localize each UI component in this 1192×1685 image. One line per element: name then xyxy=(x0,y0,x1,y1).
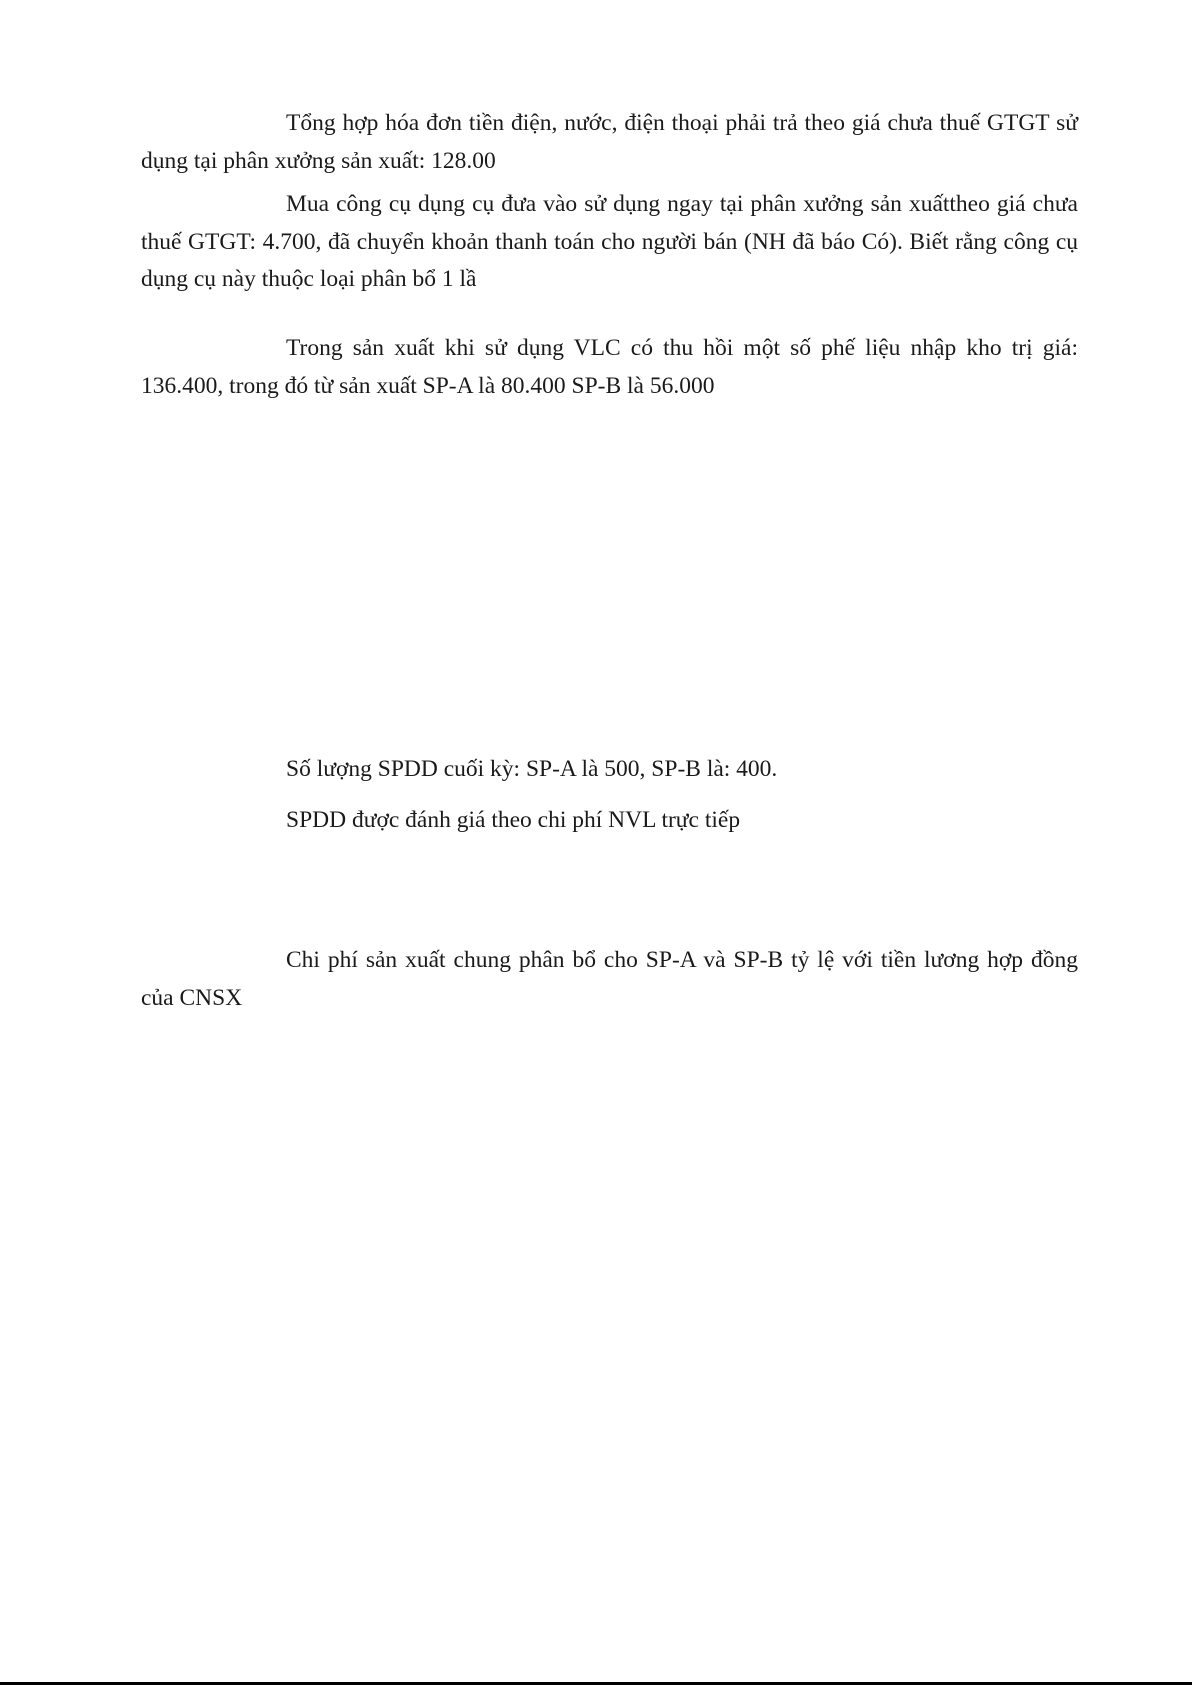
paragraph-overhead-allocation: Chi phí sản xuất chung phân bổ cho SP-A và SP-B tỷ lệ với tiền lương hợp đồng của CNSX xyxy=(141,947,1078,1011)
paragraph-utility-invoices: Tổng hợp hóa đơn tiền điện, nước, điện thoại phải trả theo giá chưa thuế GTGT sử dụng tại phân xưởng sản xuất: 128.00 xyxy=(141,110,1078,174)
paragraph-tools-purchase: Mua công cụ dụng cụ đưa vào sử dụng ngay tại phân xưởng sản xuấttheo giá chưa thuế GTGT: 4.700, đã chuyển khoản thanh toán cho người bán (NH đã báo Có). Biết rằng công cụ dụng cụ này thuộc loại phân bổ 1 lầ xyxy=(141,191,1078,292)
paragraph-wip-valuation: SPDD được đánh giá theo chi phí NVL trực tiếp xyxy=(286,807,741,833)
paragraph-scrap-recovery: Trong sản xuất khi sử dụng VLC có thu hồi một số phế liệu nhập kho trị giá: 136.400, trong đó từ sản xuất SP-A là 80.400 SP-B là 56.000 xyxy=(141,335,1078,399)
paragraph-wip-quantity: Số lượng SPDD cuối kỳ: SP-A là 500, SP-B là: 400. xyxy=(286,756,778,782)
